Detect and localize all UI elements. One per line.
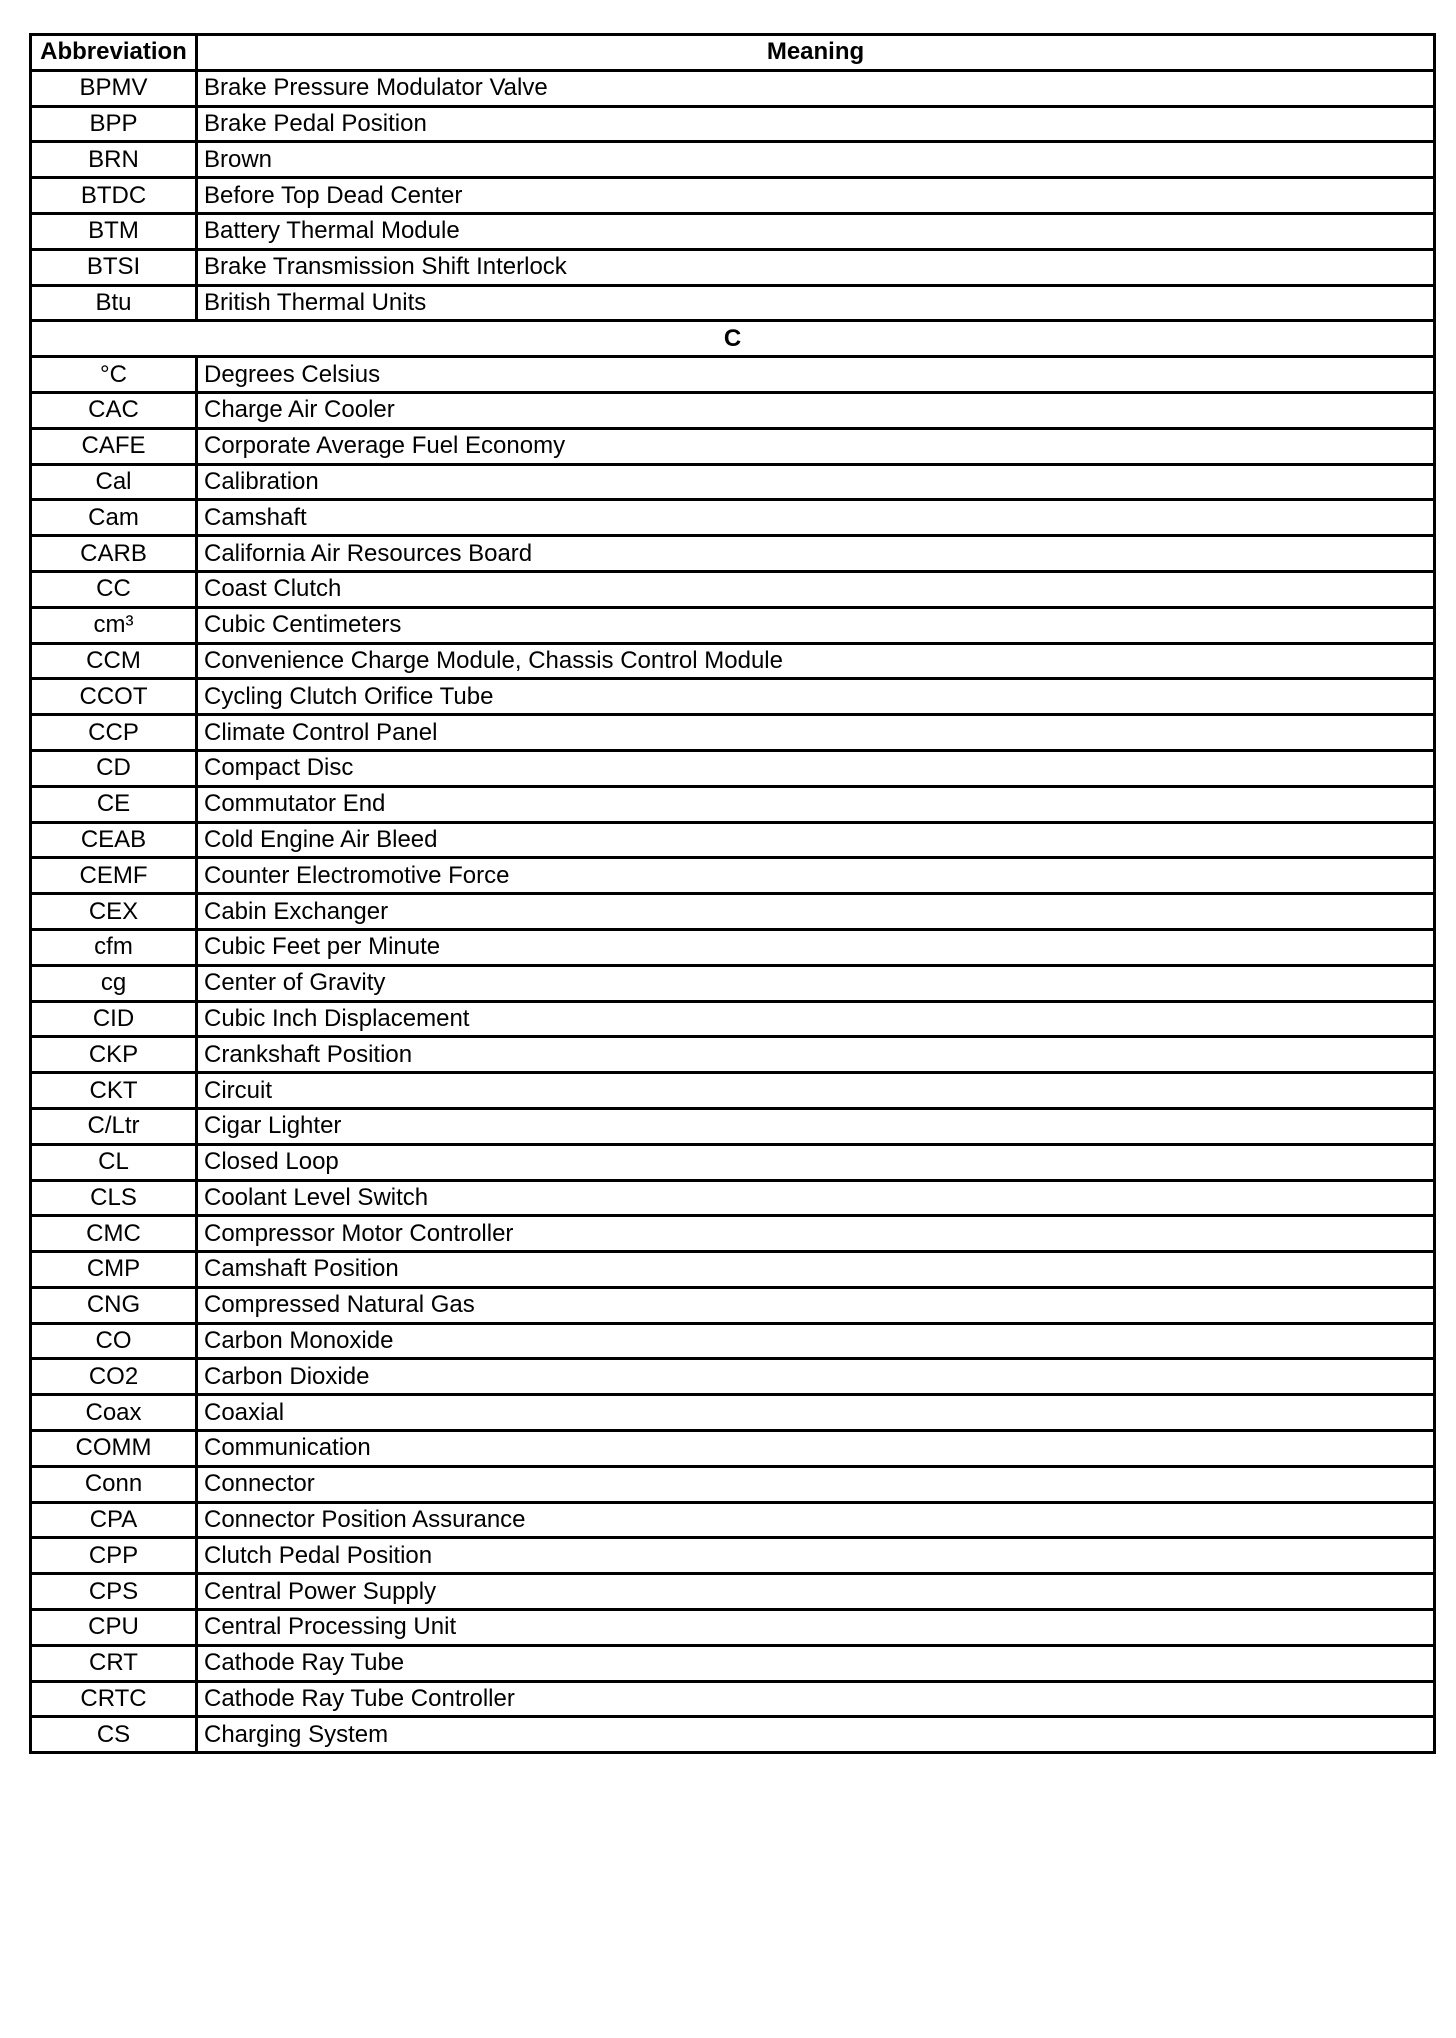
meaning-cell: Connector Position Assurance (197, 1502, 1435, 1538)
meaning-cell: Cubic Inch Displacement (197, 1001, 1435, 1037)
abbreviation-cell: CID (31, 1001, 197, 1037)
meaning-cell: Center of Gravity (197, 965, 1435, 1001)
meaning-cell: Carbon Dioxide (197, 1359, 1435, 1395)
abbreviation-cell: CMP (31, 1252, 197, 1288)
abbreviation-cell: °C (31, 357, 197, 393)
abbreviation-cell: CPA (31, 1502, 197, 1538)
table-row (31, 1073, 1435, 1109)
abbreviation-cell: CNG (31, 1287, 197, 1323)
table-row (31, 965, 1435, 1001)
abbreviation-cell: CRT (31, 1645, 197, 1681)
meaning-cell: Brake Pressure Modulator Valve (197, 70, 1435, 106)
table-row (31, 679, 1435, 715)
table-row (31, 357, 1435, 393)
meaning-cell: British Thermal Units (197, 285, 1435, 321)
table-row (31, 1681, 1435, 1717)
table-row (31, 643, 1435, 679)
table-row (31, 715, 1435, 751)
table-row (31, 1717, 1435, 1753)
table-row (31, 1431, 1435, 1467)
abbreviation-cell: CEX (31, 894, 197, 930)
abbreviation-cell: BTM (31, 213, 197, 249)
abbreviation-cell: CCP (31, 715, 197, 751)
section-header-row (31, 321, 1435, 357)
meaning-cell: Calibration (197, 464, 1435, 500)
table-row (31, 1645, 1435, 1681)
meaning-cell: Brake Transmission Shift Interlock (197, 249, 1435, 285)
meaning-cell: Counter Electromotive Force (197, 858, 1435, 894)
abbreviation-cell: Conn (31, 1466, 197, 1502)
table-row (31, 1574, 1435, 1610)
meaning-cell: Brake Pedal Position (197, 106, 1435, 142)
table-row (31, 500, 1435, 536)
abbreviation-cell: Btu (31, 285, 197, 321)
header-row (31, 35, 1435, 71)
table-row (31, 750, 1435, 786)
table-row (31, 106, 1435, 142)
meaning-cell: Corporate Average Fuel Economy (197, 428, 1435, 464)
table-row (31, 1395, 1435, 1431)
table-row (31, 1037, 1435, 1073)
abbreviation-cell: CO (31, 1323, 197, 1359)
table-row (31, 142, 1435, 178)
meaning-cell: Central Processing Unit (197, 1610, 1435, 1646)
meaning-cell: Compressor Motor Controller (197, 1216, 1435, 1252)
abbreviation-cell: CCOT (31, 679, 197, 715)
table-row (31, 70, 1435, 106)
table-row (31, 1001, 1435, 1037)
table-row (31, 786, 1435, 822)
abbreviation-cell: CL (31, 1144, 197, 1180)
abbreviation-cell: BPP (31, 106, 197, 142)
table-row (31, 1180, 1435, 1216)
meaning-cell: Closed Loop (197, 1144, 1435, 1180)
table-row (31, 428, 1435, 464)
abbreviation-cell: Coax (31, 1395, 197, 1431)
abbreviation-cell: CAC (31, 392, 197, 428)
abbreviation-cell: BRN (31, 142, 197, 178)
meaning-cell: Convenience Charge Module, Chassis Control Module (197, 643, 1435, 679)
meaning-cell: Circuit (197, 1073, 1435, 1109)
meaning-cell: Cycling Clutch Orifice Tube (197, 679, 1435, 715)
abbreviation-cell: CLS (31, 1180, 197, 1216)
table-row (31, 858, 1435, 894)
abbreviation-cell: CC (31, 571, 197, 607)
meaning-cell: Brown (197, 142, 1435, 178)
meaning-cell: Carbon Monoxide (197, 1323, 1435, 1359)
table-row (31, 1466, 1435, 1502)
meaning-cell: Compressed Natural Gas (197, 1287, 1435, 1323)
meaning-cell: Clutch Pedal Position (197, 1538, 1435, 1574)
abbreviation-cell: CMC (31, 1216, 197, 1252)
meaning-cell: Cold Engine Air Bleed (197, 822, 1435, 858)
abbreviation-cell: Cam (31, 500, 197, 536)
table-row (31, 1610, 1435, 1646)
meaning-cell: Cubic Centimeters (197, 607, 1435, 643)
meaning-cell: Battery Thermal Module (197, 213, 1435, 249)
table-row (31, 1359, 1435, 1395)
meaning-cell: Connector (197, 1466, 1435, 1502)
abbreviation-cell: CE (31, 786, 197, 822)
meaning-cell: Cubic Feet per Minute (197, 929, 1435, 965)
meaning-cell: Charging System (197, 1717, 1435, 1753)
meaning-cell: Cathode Ray Tube (197, 1645, 1435, 1681)
meaning-cell: Coaxial (197, 1395, 1435, 1431)
abbreviation-cell: COMM (31, 1431, 197, 1467)
table-row (31, 571, 1435, 607)
meaning-cell: Charge Air Cooler (197, 392, 1435, 428)
meaning-cell: Cigar Lighter (197, 1108, 1435, 1144)
abbreviation-cell: CKT (31, 1073, 197, 1109)
table-row (31, 1502, 1435, 1538)
meaning-cell: Cathode Ray Tube Controller (197, 1681, 1435, 1717)
meaning-cell: Camshaft (197, 500, 1435, 536)
meaning-cell: Climate Control Panel (197, 715, 1435, 751)
abbreviation-cell: CARB (31, 536, 197, 572)
abbreviation-cell: Cal (31, 464, 197, 500)
abbreviation-cell: CPS (31, 1574, 197, 1610)
column-header-abbreviation: Abbreviation (31, 35, 197, 71)
abbreviation-cell: cg (31, 965, 197, 1001)
table-row (31, 822, 1435, 858)
abbreviation-cell: CPU (31, 1610, 197, 1646)
meaning-cell: Central Power Supply (197, 1574, 1435, 1610)
table-row (31, 929, 1435, 965)
table-row (31, 894, 1435, 930)
abbreviation-cell: CEMF (31, 858, 197, 894)
table-row (31, 464, 1435, 500)
meaning-cell: Before Top Dead Center (197, 178, 1435, 214)
meaning-cell: Communication (197, 1431, 1435, 1467)
abbreviation-cell: CCM (31, 643, 197, 679)
meaning-cell: Camshaft Position (197, 1252, 1435, 1288)
column-header-meaning: Meaning (197, 35, 1435, 71)
abbreviation-cell: BTDC (31, 178, 197, 214)
meaning-cell: Coast Clutch (197, 571, 1435, 607)
table-row (31, 1108, 1435, 1144)
table-row (31, 392, 1435, 428)
table-row (31, 1538, 1435, 1574)
table-row (31, 178, 1435, 214)
meaning-cell: California Air Resources Board (197, 536, 1435, 572)
abbreviation-cell: CD (31, 750, 197, 786)
abbreviation-cell: CPP (31, 1538, 197, 1574)
meaning-cell: Compact Disc (197, 750, 1435, 786)
section-letter: C (31, 321, 1435, 357)
table-row (31, 607, 1435, 643)
meaning-cell: Coolant Level Switch (197, 1180, 1435, 1216)
table-row (31, 1252, 1435, 1288)
table-row (31, 536, 1435, 572)
meaning-cell: Degrees Celsius (197, 357, 1435, 393)
abbreviation-cell: CO2 (31, 1359, 197, 1395)
abbreviation-cell: cfm (31, 929, 197, 965)
abbreviation-cell: CRTC (31, 1681, 197, 1717)
table-row (31, 213, 1435, 249)
table-row (31, 1216, 1435, 1252)
table-row (31, 1144, 1435, 1180)
table-row (31, 285, 1435, 321)
abbreviation-cell: CEAB (31, 822, 197, 858)
abbreviation-cell: cm³ (31, 607, 197, 643)
meaning-cell: Cabin Exchanger (197, 894, 1435, 930)
table-row (31, 1323, 1435, 1359)
abbreviation-cell: C/Ltr (31, 1108, 197, 1144)
table-row (31, 1287, 1435, 1323)
meaning-cell: Commutator End (197, 786, 1435, 822)
abbreviation-cell: CS (31, 1717, 197, 1753)
table-row (31, 249, 1435, 285)
abbreviation-cell: BPMV (31, 70, 197, 106)
meaning-cell: Crankshaft Position (197, 1037, 1435, 1073)
abbreviation-cell: CAFE (31, 428, 197, 464)
abbreviation-cell: CKP (31, 1037, 197, 1073)
abbreviation-table (29, 33, 1436, 1754)
abbreviation-cell: BTSI (31, 249, 197, 285)
table-body (31, 70, 1435, 1752)
